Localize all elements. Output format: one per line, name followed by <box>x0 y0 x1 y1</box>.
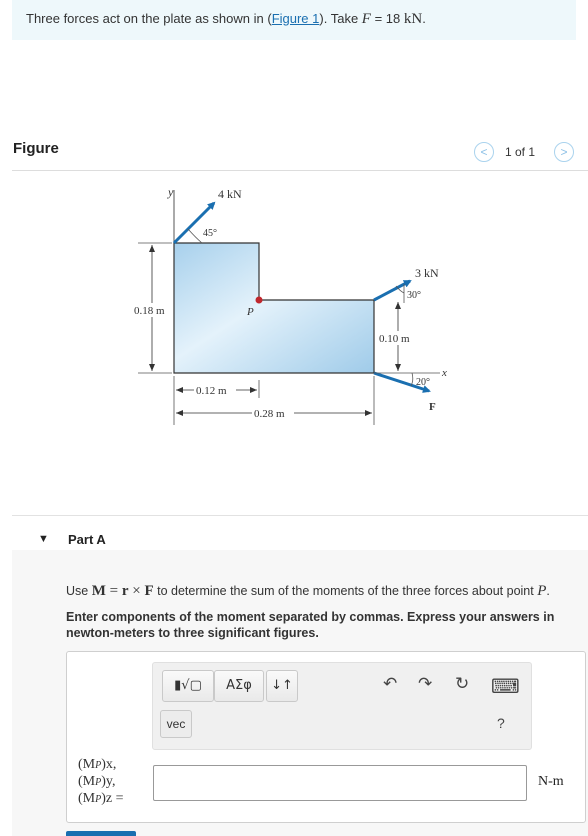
angle-45-label: 45° <box>203 228 217 239</box>
figure-link[interactable]: Figure 1 <box>271 11 320 26</box>
plate-diagram <box>0 171 588 511</box>
instruction-body: to determine the sum of the moments of the three forces about point <box>153 584 538 598</box>
moment-z-subscript: P <box>95 794 102 805</box>
answer-unit: N-m <box>538 774 564 789</box>
help-icon[interactable]: ? <box>497 715 505 731</box>
next-figure-button[interactable] <box>554 142 574 162</box>
force-4kn-label: 4 kN <box>218 187 242 201</box>
figure-title: Figure <box>13 140 59 157</box>
force-value: = 18 <box>370 11 404 26</box>
dim-width-short-label: 0.12 m <box>196 385 227 397</box>
dim-width-long-label: 0.28 m <box>254 408 285 420</box>
part-a-title: Part A <box>68 532 106 547</box>
dim-step-label: 0.10 m <box>379 333 410 345</box>
moment-z-suffix: )z = <box>101 791 124 806</box>
prompt-text-start: Three forces act on the plate as shown in ( <box>26 11 272 26</box>
instruction-cross: × <box>128 583 145 599</box>
force-unit: kN <box>403 11 423 27</box>
prompt-period: . <box>422 11 426 26</box>
chevron-right-icon: > <box>560 145 568 159</box>
force-3kn-arrow <box>374 281 410 300</box>
moment-x-subscript: P <box>95 760 102 771</box>
moment-z-prefix: (M <box>78 791 96 806</box>
prompt-text-mid: ). Take <box>319 11 362 26</box>
instruction-equals: = <box>105 583 122 599</box>
subscript-superscript-button[interactable]: ↓↑ <box>266 670 298 702</box>
force-f-label: F <box>429 401 436 413</box>
moment-z-label <box>78 791 124 807</box>
instruction-p-symbol: P <box>537 583 547 599</box>
angle-30-label: 30° <box>407 290 421 301</box>
instruction-text <box>66 583 550 600</box>
moment-y-label <box>78 774 116 790</box>
x-axis-label: x <box>442 367 447 379</box>
reset-icon[interactable]: ↻ <box>455 674 470 694</box>
undo-icon[interactable]: ↶ <box>383 674 398 694</box>
submit-button[interactable] <box>66 831 136 836</box>
vector-button[interactable]: vec <box>160 710 192 738</box>
figure-page-count: 1 of 1 <box>505 145 536 159</box>
prompt-banner <box>12 0 576 40</box>
templates-button[interactable]: ▮√▢ <box>162 670 214 702</box>
force-variable: F <box>361 11 371 27</box>
plate-shape <box>174 243 374 373</box>
instruction-r-symbol: r <box>121 583 129 599</box>
moment-y-subscript: P <box>95 777 102 788</box>
moment-x-suffix: )x, <box>101 757 117 772</box>
answer-format-instruction: Enter components of the moment separated by commas. Express your answers in newton-meters to three significant figures. <box>66 610 555 640</box>
moment-answer-input[interactable] <box>153 765 527 801</box>
moment-y-prefix: (M <box>78 774 96 789</box>
redo-icon[interactable]: ↷ <box>418 674 433 694</box>
moment-x-prefix: (M <box>78 757 96 772</box>
chevron-left-icon: < <box>480 145 488 159</box>
point-p-marker <box>256 297 263 304</box>
collapse-toggle-icon[interactable]: ▼ <box>38 533 49 545</box>
prompt-text <box>26 11 426 28</box>
angle-45-arc <box>188 229 202 243</box>
instruction-moment-symbol: M <box>91 583 106 599</box>
dim-height-label: 0.18 m <box>134 305 165 317</box>
moment-y-suffix: )y, <box>101 774 116 789</box>
greek-symbols-button[interactable]: ΑΣφ <box>214 670 264 702</box>
point-p-label: P <box>247 306 254 318</box>
instruction-period: . <box>546 584 550 598</box>
moment-x-label <box>78 757 116 773</box>
force-3kn-label: 3 kN <box>415 266 439 280</box>
prev-figure-button[interactable] <box>474 142 494 162</box>
keyboard-icon[interactable]: ⌨ <box>491 674 520 698</box>
y-axis-label: y <box>168 185 174 199</box>
instruction-f-symbol: F <box>144 583 154 599</box>
instruction-start: Use <box>66 584 92 598</box>
angle-20-label: 20° <box>416 377 430 388</box>
part-divider <box>12 515 588 516</box>
